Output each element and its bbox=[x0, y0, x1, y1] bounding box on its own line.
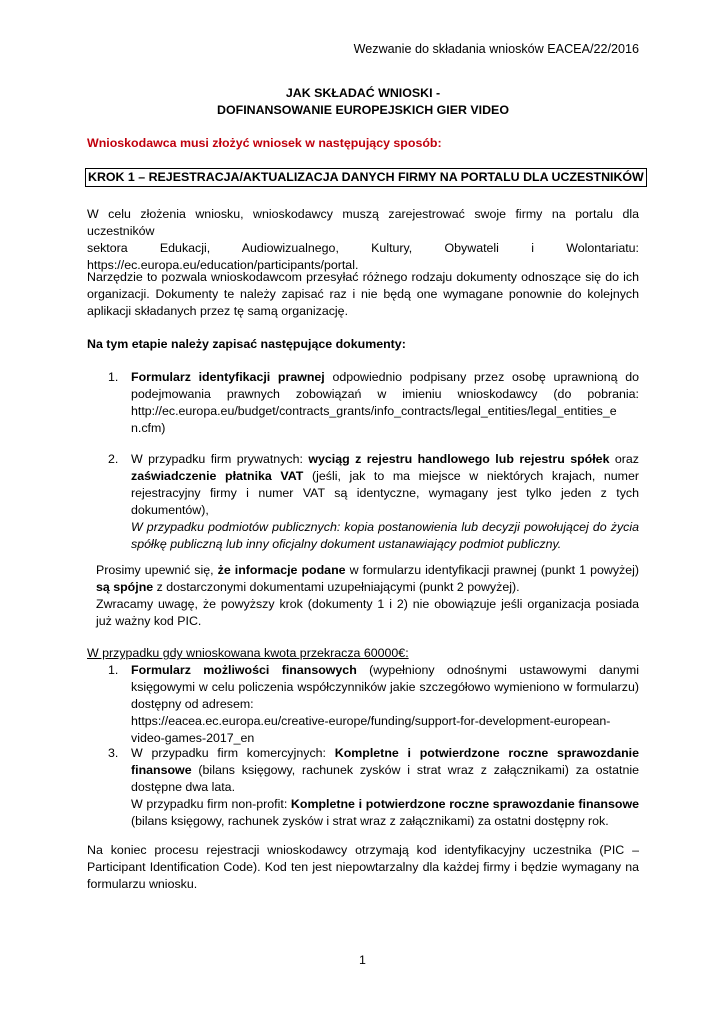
register-extract: wyciąg z rejestru handlowego lub rejestru spółek bbox=[308, 452, 610, 466]
paragraph-pic-text: Na koniec procesu rejestracji wnioskodawcy otrzymają kod identyfikacyjny uczestnika (PIC – Participant Identification Code). Kod ten jest niepowtarzalny dla każdej firmy i będzie wymagany na formularzu wniosku. bbox=[87, 843, 639, 891]
paragraph-registration-line-1: W celu złożenia wniosku, wnioskodawcy muszą zarejestrować swoje firmy na portalu dla uczestników bbox=[87, 207, 639, 238]
list-item-company-docs bbox=[131, 451, 639, 553]
title-line-2: DOFINANSOWANIE EUROPEJSKICH GIER VIDEO bbox=[217, 103, 509, 117]
nonprofit-lead: W przypadku firm non-profit: bbox=[131, 797, 291, 811]
list-item-legal-form bbox=[131, 369, 639, 437]
list-item-financial-form bbox=[131, 662, 639, 747]
commercial-text: (bilans księgowy, rachunek zysków i strat wraz z załącznikami) za ostatnie dostępne dwa lata. bbox=[131, 763, 639, 794]
public-entities-note: W przypadku podmiotów publicznych: kopia postanowienia lub decyzji powołującej do życia spółkę publiczną lub inny oficjalny dokument ustanawiający podmiot publiczny. bbox=[131, 520, 639, 551]
company-docs-text: (jeśli, jak to ma miejsce w niektórych krajach, numer rejestracyjny firmy i numer VAT są identyczne, wymagany jest tylko jeden z tych dokumentów), bbox=[131, 469, 640, 517]
company-docs-lead: W przypadku firm prywatnych: bbox=[131, 452, 309, 466]
documents-heading: Na tym etapie należy zapisać następujące dokumenty: bbox=[87, 337, 406, 351]
document-reference: Wezwanie do składania wniosków EACEA/22/2016 bbox=[353, 42, 639, 56]
pic-note: Zwracamy uwagę, że powyższy krok (dokumenty 1 i 2) nie obowiązuje jeśli organizacja posiada już ważny kod PIC. bbox=[96, 597, 639, 628]
paragraph-tool bbox=[87, 269, 639, 320]
consistency-mid: w formularzu identyfikacji prawnej (punkt 1 powyżej) bbox=[345, 563, 639, 577]
consistency-bold-2: są spójne bbox=[96, 580, 154, 594]
legal-form-link[interactable]: http://ec.europa.eu/budget/contracts_grants/info_contracts/legal_entities/legal_entities_e n.cfm) bbox=[131, 404, 617, 435]
paragraph-consistency bbox=[96, 562, 639, 630]
paragraph-tool-text: Narzędzie to pozwala wnioskodawcom przesyłać różnego rodzaju dokumenty odnoszące się do ich organizacji. Dokumenty te należy zapisać raz i nie będą one wymagane ponownie do kolejnych aplikacji składanych przez tę samą organizację. bbox=[87, 270, 639, 318]
page-number: 1 bbox=[359, 953, 366, 967]
financial-form-title: Formularz możliwości finansowych bbox=[131, 663, 357, 677]
financial-form-link[interactable]: https://eacea.ec.europa.eu/creative-europe/funding/support-for-development-european-video-games-2017_en bbox=[131, 714, 611, 745]
list-item-number: 3. bbox=[108, 746, 119, 760]
list-item-number: 1. bbox=[108, 370, 119, 384]
step-1-heading: KROK 1 – REJESTRACJA/AKTUALIZACJA DANYCH FIRMY NA PORTALU DLA UCZESTNIKÓW bbox=[85, 168, 647, 187]
company-docs-and: oraz bbox=[609, 452, 640, 466]
consistency-bold-1: że informacje podane bbox=[217, 563, 346, 577]
vat-certificate: zaświadczenie płatnika VAT bbox=[131, 469, 304, 483]
legal-form-text: odpowiednio podpisany przez osobę uprawnioną do podejmowania prawnych zobowiązań w imieniu wnioskodawcy (do pobrania: bbox=[131, 370, 640, 401]
legal-form-title: Formularz identyfikacji prawnej bbox=[131, 370, 325, 384]
paragraph-registration-line-2: sektora Edukacji, Audiowizualnego, Kultury, Obywateli i Wolontariatu: bbox=[87, 241, 639, 255]
commercial-statement: Kompletne i potwierdzone roczne sprawozdanie finansowe bbox=[131, 746, 639, 777]
list-item-financial-statements bbox=[131, 745, 639, 830]
portal-link[interactable]: https://ec.europa.eu/education/participants/portal. bbox=[87, 258, 359, 272]
financial-form-text: (wypełniony odnośnymi ustawowymi danymi księgowymi w celu policzenia współczynników jakie szczegółowo wymieniono w formularzu) dostępny od adresem: bbox=[131, 663, 639, 711]
paragraph-registration bbox=[87, 206, 639, 274]
paragraph-pic bbox=[87, 842, 639, 893]
intro-instruction: Wnioskodawca musi złożyć wniosek w następujący sposób: bbox=[87, 136, 442, 150]
nonprofit-text: (bilans księgowy, rachunek zysków i strat wraz z załącznikami) za ostatni dostępny rok. bbox=[131, 814, 609, 828]
consistency-lead: Prosimy upewnić się, bbox=[96, 563, 218, 577]
list-item-number: 2. bbox=[108, 452, 119, 466]
title-line-1: JAK SKŁADAĆ WNIOSKI - bbox=[285, 86, 441, 100]
list-item-number: 1. bbox=[108, 663, 119, 677]
consistency-rest: z dostarczonymi dokumentami uzupełniającymi (punkt 2 powyżej). bbox=[153, 580, 520, 594]
threshold-heading: W przypadku gdy wnioskowana kwota przekracza 60000€: bbox=[87, 646, 409, 660]
nonprofit-statement: Kompletne i potwierdzone roczne sprawozdanie finansowe bbox=[290, 797, 639, 811]
commercial-lead: W przypadku firm komercyjnych: bbox=[131, 746, 335, 760]
